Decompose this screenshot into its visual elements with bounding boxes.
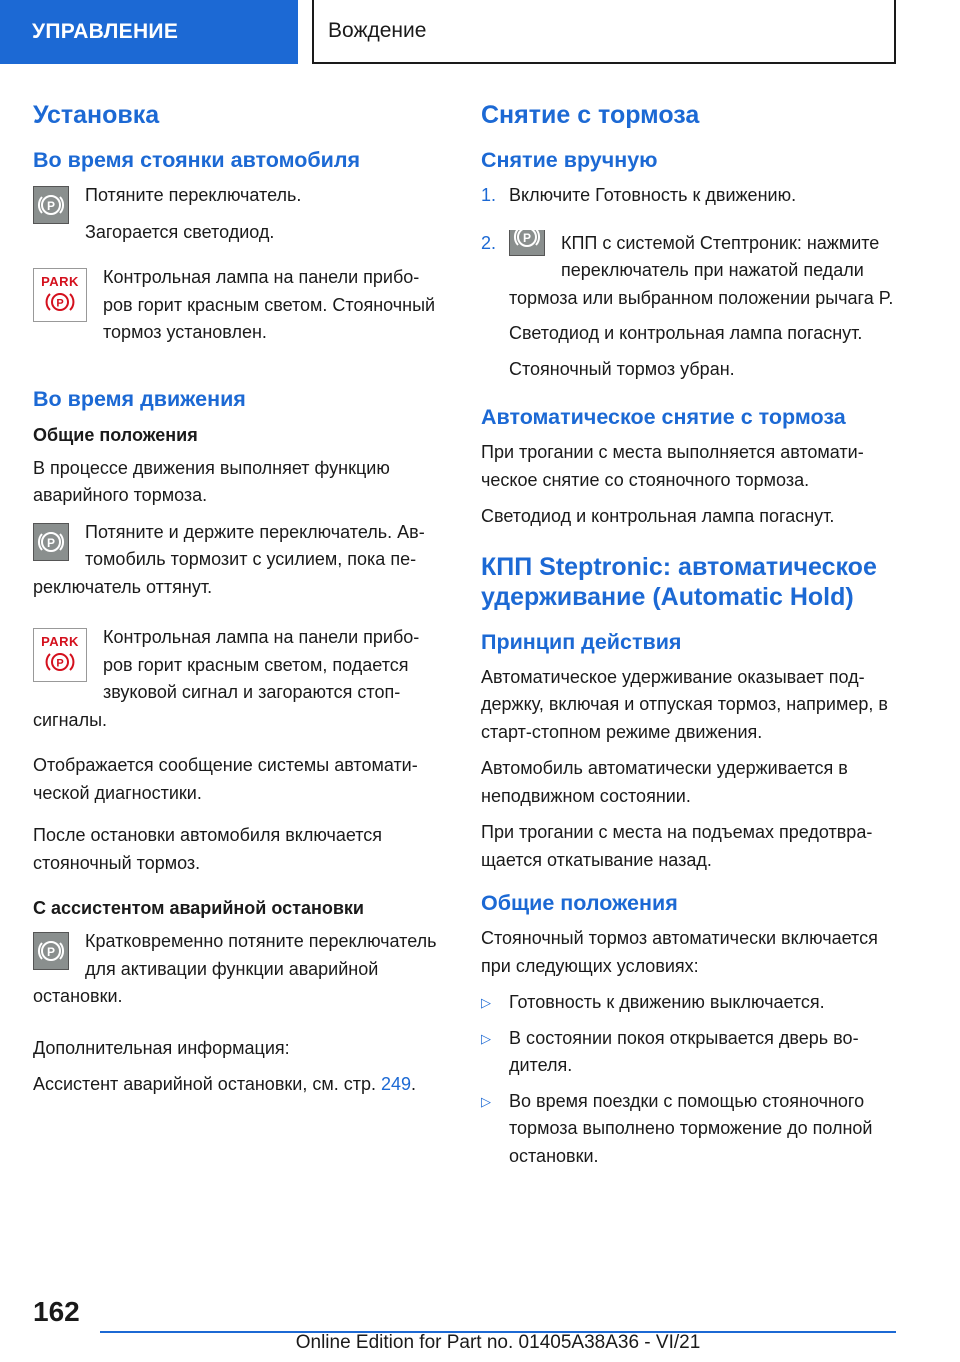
heading-install: Установка bbox=[33, 101, 160, 129]
heading-general-conditions: Общие положения bbox=[481, 891, 678, 915]
parking-brake-switch-icon bbox=[33, 186, 69, 224]
step-2-text-3: Стояночный тормоз убран. bbox=[509, 358, 735, 379]
driving-text-3: Контрольная лампа на панели приборов горит красным светом, подается звуковой сигнал и загораются стоп-сигналы. bbox=[33, 627, 420, 730]
page-link-249[interactable]: 249 bbox=[380, 1074, 411, 1094]
heading-release: Снятие с тормоза bbox=[481, 101, 700, 129]
park-icon-label-2: PARK bbox=[41, 634, 79, 649]
list-item: ▷ Во время поездки с помощью стояночного тормоза выполнено торможение до полной остановки. bbox=[481, 1088, 896, 1171]
driving-park-block bbox=[33, 624, 441, 743]
svg-text:P: P bbox=[522, 230, 532, 245]
right-column bbox=[481, 100, 896, 1178]
step-1-number: 1. bbox=[481, 185, 497, 205]
driving-text-4: Отображается сообщение системы автоматической диагностики. bbox=[33, 755, 418, 803]
heading-parked: Во время стоянки автомобиля bbox=[33, 148, 361, 172]
svg-text:P: P bbox=[46, 535, 56, 550]
park-icon-label: PARK bbox=[41, 274, 79, 289]
step-1-text: Включите Готовность к движению. bbox=[509, 185, 797, 205]
parked-switch-block bbox=[33, 182, 441, 255]
heading-automatic-hold: КПП Steptronic: автоматическое удерживание (Automatic Hold) bbox=[481, 552, 877, 611]
heading-auto-release: Автоматическое снятие с тормоза bbox=[481, 405, 846, 429]
general-text-1: Стояночный тормоз автоматически включается при следующих условиях: bbox=[481, 928, 878, 976]
section-title: Вождение bbox=[328, 19, 427, 42]
heading-driving: Во время движения bbox=[33, 386, 246, 411]
park-warning-icon bbox=[33, 268, 87, 322]
triangle-bullet-icon: ▷ bbox=[481, 1093, 491, 1109]
parking-brake-switch-icon-3 bbox=[33, 932, 69, 970]
parked-text-3: Контрольная лампа на панели приборов горит красным светом. Стояночный тормоз установлен. bbox=[103, 267, 436, 342]
parking-brake-switch-icon-2 bbox=[33, 523, 69, 561]
section-header bbox=[312, 0, 896, 64]
svg-text:P: P bbox=[46, 199, 56, 213]
manual-steps bbox=[481, 182, 896, 391]
driving-switch-block bbox=[33, 519, 441, 611]
step-2 bbox=[481, 230, 896, 392]
left-column bbox=[33, 100, 441, 1108]
principle-text-2: Автомобиль автоматически удерживается в неподвижном состоянии. bbox=[481, 758, 848, 806]
assist-switch-block bbox=[33, 928, 441, 1020]
heading-principle: Принцип действия bbox=[481, 629, 682, 654]
conditions-list bbox=[481, 989, 896, 1170]
park-warning-icon-2 bbox=[33, 628, 87, 682]
assist-text-3: Ассистент аварийной остановки, см. стр. 249. bbox=[33, 1074, 417, 1094]
footer-edition: Online Edition for Part no. 01405A38A36 - VI/21 bbox=[295, 1332, 701, 1353]
step-2-number: 2. bbox=[481, 232, 497, 253]
driving-text-1: В процессе движения выполняет функцию аварийного тормоза. bbox=[33, 457, 390, 505]
auto-text-2: Светодиод и контрольная лампа погаснут. bbox=[481, 506, 835, 526]
assist-text-2: Дополнительная информация: bbox=[33, 1037, 290, 1058]
driving-text-5: После остановки автомобиля включается стояночный тормоз. bbox=[33, 825, 383, 873]
principle-text-1: Автоматическое удерживание оказывает поддержку, включая и отпуская тормоз, например, в старт-стопном режиме движения. bbox=[481, 666, 888, 742]
chapter-tab bbox=[0, 0, 298, 64]
triangle-bullet-icon: ▷ bbox=[481, 995, 491, 1010]
heading-assist: С ассистентом аварийной остановки bbox=[33, 898, 364, 918]
step-2-text: КПП с системой Стептроник: нажмите переключатель при нажатой педали тормоза или выбранном положении рычага P. bbox=[509, 232, 894, 308]
parked-text-1: Потяните переключатель. bbox=[85, 185, 302, 205]
parked-park-block bbox=[33, 264, 441, 356]
heading-general-driving: Общие положения bbox=[33, 424, 198, 445]
triangle-bullet-icon: ▷ bbox=[481, 1030, 491, 1046]
step-1 bbox=[481, 182, 896, 218]
page-number: 162 bbox=[33, 1296, 80, 1327]
chapter-title: УПРАВЛЕНИЕ bbox=[32, 20, 179, 43]
assist-text-1: Кратковременно потяните переключатель для активации функции аварийной остановки. bbox=[33, 931, 437, 1006]
auto-text-1: При трогании с места выполняется автоматическое снятие со стояночного тормоза. bbox=[481, 442, 864, 490]
svg-text:P: P bbox=[56, 657, 64, 670]
list-item: ▷ Готовность к движению выключается. bbox=[481, 989, 896, 1017]
svg-text:P: P bbox=[46, 945, 56, 959]
principle-text-3: При трогании с места на подъемах предотвращается откатывание назад. bbox=[481, 822, 873, 870]
list-item: ▷ В состоянии покоя открывается дверь водителя. bbox=[481, 1025, 896, 1080]
parking-brake-switch-icon-4 bbox=[509, 230, 545, 256]
step-2-text-2: Светодиод и контрольная лампа погаснут. bbox=[509, 323, 863, 343]
heading-manual: Снятие вручную bbox=[481, 148, 658, 172]
driving-text-2: Потяните и держите переключатель. Автомобиль тормозит с усилием, пока переключатель оттянут. bbox=[33, 521, 425, 597]
svg-text:P: P bbox=[56, 297, 64, 310]
parked-text-2: Загорается светодиод. bbox=[85, 221, 275, 242]
